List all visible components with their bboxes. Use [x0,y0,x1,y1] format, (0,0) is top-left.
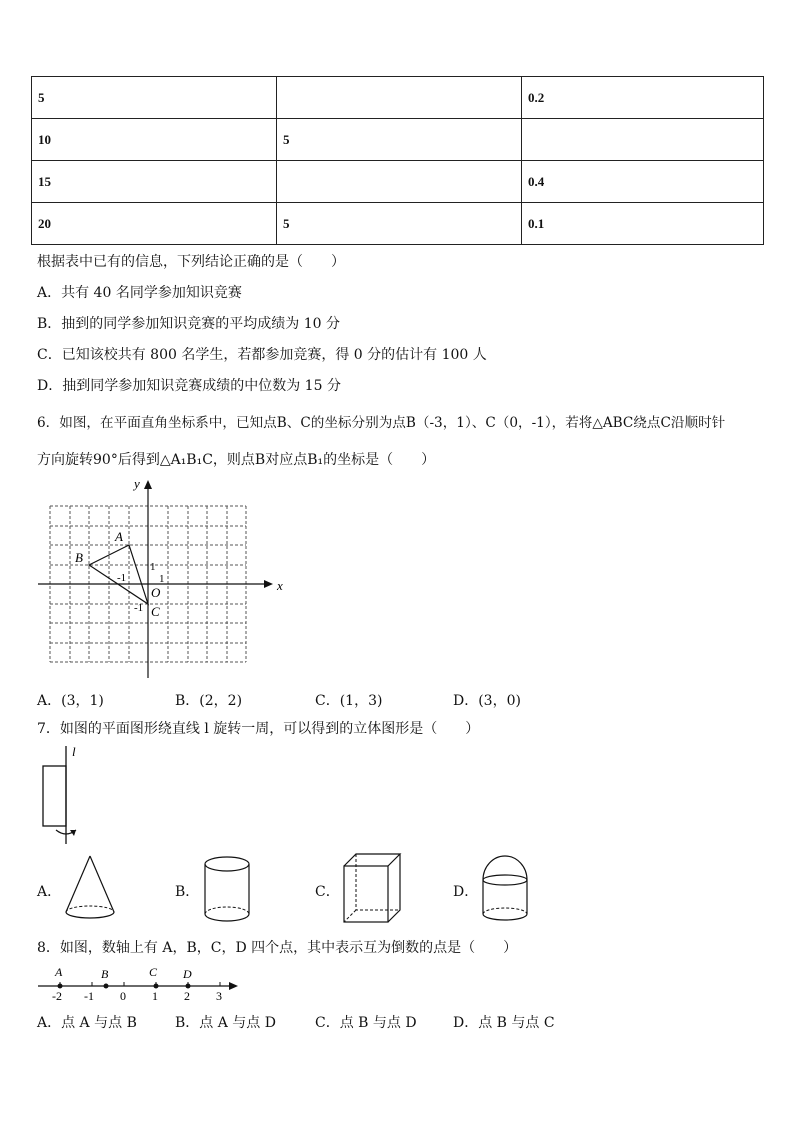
point-a-label: A [55,965,63,979]
tick-label: 0 [120,989,126,1003]
table-row [32,119,764,161]
q5-option-a: A．共有 40 名同学参加知识竞赛 [37,285,242,301]
x-axis-arrow [264,580,273,588]
q8-option-b: B．点 A 与点 D [175,1015,276,1031]
q5-option-d: D．抽到同学参加知识竞赛成绩的中位数为 15 分 [37,378,341,394]
x-tick-neg1: -1 [117,572,127,584]
tick-label: -1 [84,989,94,1003]
tick-label: 3 [216,989,222,1003]
table-cell: 20 [32,203,277,245]
x-axis-label: x [277,578,283,593]
y-axis-label: y [134,476,140,491]
table-cell: 0.1 [522,203,764,245]
q5-stem: 根据表中已有的信息，下列结论正确的是（ ） [37,254,345,270]
y-tick-neg1: -1 [134,602,144,614]
point-b-dot [104,984,109,989]
table-row [32,77,764,119]
q5-option-b: B．抽到的同学参加知识竞赛的平均成绩为 10 分 [37,316,341,332]
coordinate-graph [30,476,290,681]
cylinder-icon [200,850,256,926]
tick-label: 1 [152,989,158,1003]
table-cell: 5 [277,203,522,245]
q7-option-a-label: A． [37,884,62,900]
q6-option-d: D．(3，0) [453,693,521,709]
number-line [36,964,246,1004]
y-axis-arrow [144,480,152,489]
rectangular-prism-icon [340,850,406,926]
table-row [32,161,764,203]
y-tick-1: 1 [150,561,156,573]
table-cell [522,119,764,161]
q8-option-c: C．点 B 与点 D [315,1015,417,1031]
point-a-dot [58,984,63,989]
table-row [32,203,764,245]
q8-option-a: A．点 A 与点 B [37,1015,137,1031]
x-tick-1: 1 [159,573,165,585]
table-cell [277,77,522,119]
rotation-figure [36,742,96,848]
number-line-arrow [229,982,238,990]
point-b-label: B [75,550,83,565]
point-c-label: C [149,965,158,979]
q7-stem: 7．如图的平面图形绕直线 l 旋转一周，可以得到的立体图形是（ ） [37,721,480,737]
table-cell: 0.4 [522,161,764,203]
point-d-dot [186,984,191,989]
q8-stem: 8．如图，数轴上有 A，B，C，D 四个点，其中表示互为倒数的点是（ ） [37,940,518,956]
cone-icon [60,852,120,924]
q5-option-c: C．已知该校共有 800 名学生，若都参加竞赛，得 0 分的估计有 100 人 [37,347,487,363]
rectangle-shape [43,766,66,826]
table-cell: 15 [32,161,277,203]
table-cell: 5 [277,119,522,161]
point-c-label: C [151,604,160,619]
q6-option-a: A．(3，1) [37,693,104,709]
tick-label: 2 [184,989,190,1003]
q6-option-b: B．(2，2) [175,693,243,709]
q7-option-c-label: C． [315,884,340,900]
point-a-label: A [115,529,123,544]
table-cell: 10 [32,119,277,161]
score-table [31,76,764,245]
q6-option-c: C．(1，3) [315,693,383,709]
q8-option-d: D．点 B 与点 C [453,1015,555,1031]
point-c-dot [154,984,159,989]
axis-label-l: l [72,744,76,759]
point-b-label: B [101,967,109,981]
q7-option-b-label: B． [175,884,200,900]
tick-label: -2 [52,989,62,1003]
table-cell: 0.2 [522,77,764,119]
point-d-label: D [183,967,192,981]
table-cell: 5 [32,77,277,119]
table-cell [277,161,522,203]
origin-label: O [151,585,161,600]
hemisphere-cylinder-icon [478,852,534,926]
q6-stem-line2: 方向旋转90°后得到△A₁B₁C，则点B对应点B₁的坐标是（ ） [37,452,436,468]
q6-stem-line1: 6．如图，在平面直角坐标系中，已知点B、C的坐标分别为点B（-3，1）、C（0，-1），若将△ABC绕点C沿顺时针 [37,415,726,431]
q7-option-d-label: D． [453,884,479,900]
